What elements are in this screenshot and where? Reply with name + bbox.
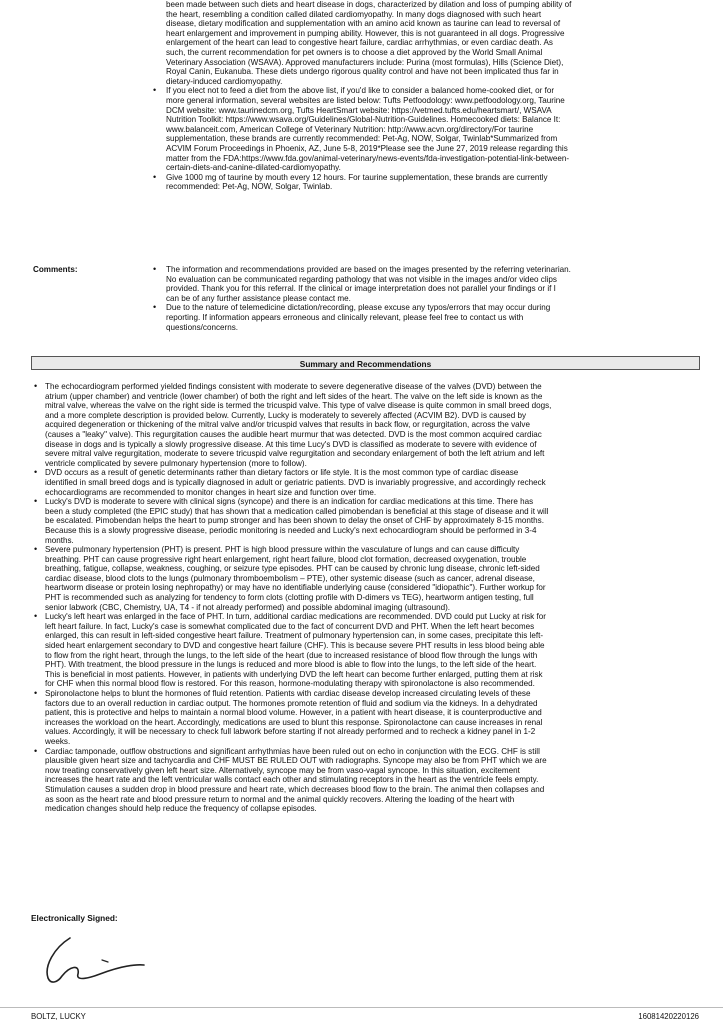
- diet-bullet: [150, 86, 700, 172]
- diet-dcm-paragraph: [150, 0, 700, 86]
- text-line: the heart, resembling a condition called dilated cardiomyopathy. In many dogs diagnosed with such heart: [166, 9, 542, 19]
- text-line: ventricle complicated by severe pulmonary hypertension (more to follow).: [45, 458, 307, 468]
- summary-bullet: [34, 689, 700, 747]
- footer-patient-name: BOLTZ, LUCKY: [31, 1012, 86, 1021]
- text-line: heart enlargement and improvement in pumping ability. However, this is not guaranteed in all dogs. Progressive: [166, 28, 565, 38]
- text-line: patient, this is protective and helps to maintain a normal blood volume. However, in a patient with heart disease, it is counterproductive and: [45, 708, 542, 718]
- text-line: breathing. PHT can cause progressive right heart enlargement, right heart failure, blood clot formation, decreased oxygenation, trouble: [45, 554, 527, 564]
- text-line: Give 1000 mg of taurine by mouth every 12 hours. For taurine supplementation, these brands are currently: [166, 172, 548, 182]
- text-line: and a more complete description is provided below. Currently, Lucky is moderately to severely affected (ACVIM B2). DVD is caused by: [45, 410, 527, 420]
- text-line: DVD occurs as a result of genetic determinants rather than dietary factors or life style. It is the most common type of cardiac disease: [45, 468, 519, 478]
- text-line: identified in small breed dogs and is typically diagnosed in adult or geriatric patients. DVD is invariably progressive, and accordingly recheck: [45, 477, 546, 487]
- text-line: (causes a "leaky" valve). This regurgitation causes the audible heart murmur that was detected. DVD is the most common acquired cardiac: [45, 429, 542, 439]
- comment-bullet: [150, 265, 700, 303]
- text-line: sided heart enlargement secondary to DVD and congestive heart failure (CHF). This is because severe PHT results in less blood being able: [45, 641, 545, 651]
- text-line: Due to the nature of telemedicine dictation/recording, please excuse any typos/errors that may occur during: [166, 303, 551, 313]
- text-line: recommended: Pet-Ag, NOW, Solgar, Twinlab.: [166, 182, 333, 192]
- text-line: Royal Canin, Eukanuba. These diets undergo rigorous quality control and have not been implicated thus far in: [166, 67, 559, 77]
- text-line: increases the heart rate and the left ventricular walls contact each other and stimulating receptors in the heart as the ventricle feels empty.: [45, 775, 539, 785]
- text-line: questions/concerns.: [166, 322, 238, 332]
- summary-list: [34, 382, 700, 814]
- text-line: for CHF when this normal blood flow is restored. For this reason, hormone-modulating therapy with spironolactone is also recommended.: [45, 679, 535, 689]
- text-line: breathing, fatigue, collapse, weakness, coughing, or seizure type episodes. PHT can be caused by chronic lung disease, chronic left-sided: [45, 564, 540, 574]
- text-line: Lucky's DVD is moderate to severe with clinical signs (syncope) and there is an indication for cardiac medications at this time. There has: [45, 497, 534, 507]
- text-line: plausible given heart size and tachycardia and CHF MUST BE RULED OUT with radiographs. Syncope may also be from PHT which we are: [45, 756, 547, 766]
- footer-divider: [0, 1007, 723, 1008]
- text-line: to flow from the right heart, through the lungs, to the left side of the heart (due to increased resistance of blood flow through the lungs with: [45, 650, 538, 660]
- diet-bullet: [150, 173, 700, 192]
- text-line: atrium (upper chamber) and ventricle (lower chamber) of both the right and left sides of the heart. The valve on the left side is known as the: [45, 391, 543, 401]
- text-line: Nutrition Toolkit: https://www.wsava.org/Guidelines/Global-Nutrition-Guidelines. Homecooked diets: Balance It:: [166, 115, 561, 125]
- text-line: months.: [45, 535, 74, 545]
- text-line: certain-diets-and-canine-dilated-cardiomyopathy.: [166, 163, 341, 173]
- text-line: senior labwork (CBC, Chemistry, UA, T4 - if not already performed) and possible abdominal imaging (ultrasound).: [45, 602, 451, 612]
- footer-record-id: 16081420220126: [638, 1012, 699, 1021]
- text-line: enlarged, this can result in left-sided congestive heart failure. Treatment of pulmonary hypertension can, in some cases, precipitate this left-: [45, 631, 544, 641]
- text-line: disease in dogs and is typically a slowly progressive disease. At this time Lucy's DVD is classified as moderate to severe with evidence of: [45, 439, 537, 449]
- text-line: heartworm disease or protein losing nephropathy) or may have no identifiable underlying cause (considered "idiopathic"). Further workup for: [45, 583, 546, 593]
- text-line: echocardiograms are recommended to monitor changes in heart size and function over time.: [45, 487, 377, 497]
- summary-bullet: [34, 497, 700, 545]
- text-line: disease, dietary modification and supplementation with an amino acid known as taurine can lead to reversal of: [166, 19, 561, 29]
- summary-bullet: [34, 468, 700, 497]
- text-line: increases the workload on the heart. Accordingly, medications are used to blunt this response. Spironolactone can cause increases in renal: [45, 717, 543, 727]
- text-line: severe mitral valve regurgitation, moderate to severe tricuspid valve regurgitation and secondary enlargement of both the left atrium and left: [45, 449, 545, 459]
- text-line: DCM website: www.taurinedcm.org, Tufts HeartSmart website: https://vetmed.tufts.edu/heartsmart/, WSAVA: [166, 105, 552, 115]
- summary-bullet: [34, 747, 700, 814]
- text-line: values. Accordingly, it will be necessary to check full labwork before starting if not already performed and to recheck a kidney panel in 1-2: [45, 727, 536, 737]
- text-line: The echocardiogram performed yielded findings consistent with moderate to severe degenerative disease of the valves (DVD) between the: [45, 382, 542, 391]
- summary-header: Summary and Recommendations: [31, 356, 700, 370]
- text-line: dietary-induced cardiomyopathy.: [166, 76, 283, 86]
- text-line: PHT is recommended such as analyzing for tendency to form clots (clotting profile with D-dimers vs TEG), heartworm antigen testing, full: [45, 593, 534, 603]
- text-line: This is beneficial in most patients. However, in patients with underlying DVD the left heart can become further enlarged, putting them at risk: [45, 669, 543, 679]
- text-line: more general information, several websites are listed below: Tufts Petfoodology: www.petfoodology.org, Taurine: [166, 95, 565, 105]
- comments-list: [150, 265, 700, 332]
- text-line: factors due to an overall reduction in cardiac output. The hormones promote retention of fluid and sodium via the kidneys. In a dehydrated: [45, 698, 538, 708]
- summary-bullet: [34, 382, 700, 468]
- text-line: No evaluation can be communicated regarding pathology that was not visible in the images and/or video clips: [166, 274, 557, 284]
- text-line: now treating conservatively given left heart size. Alternatively, syncope may be from vaso-vagal syncope. In this situation, excitement: [45, 765, 520, 775]
- summary-bullet: [34, 545, 700, 612]
- text-line: www.balanceit.com, American College of Veterinary Nutrition: http://www.acvn.org/directory/For taurine: [166, 124, 534, 134]
- text-line: Cardiac tamponade, outflow obstructions and significant arrhythmias have been ruled out on echo in conjunction with the ECG. CHF is still: [45, 746, 540, 756]
- text-line: cardiac disease, blood clots to the lungs (pulmonary thromboembolism – PTE), other systemic disease (such as cancer, adrenal disease,: [45, 573, 535, 583]
- text-line: as soon as the heart rate and blood pressure return to normal and the animal quickly recovers. Altering the loading of the heart with: [45, 794, 515, 804]
- text-line: supplementation, these brands are currently recommended: Pet-Ag, NOW, Solgar, Twinlab*Summarized from: [166, 134, 558, 144]
- comments-label: Comments:: [33, 265, 78, 274]
- text-line: ACVIM Forum Proceedings in Phoenix, AZ, June 5-8, 2019*Please see the June 27, 2019 release regarding this: [166, 143, 568, 153]
- text-line: PHT). With treatment, the blood pressure in the lungs is reduced and more blood is able to flow into the lungs, to the left side of the heart.: [45, 660, 537, 670]
- text-line: Lucky's left heart was enlarged in the face of PHT. In turn, additional cardiac medications are recommended. DVD could put Lucky at risk for: [45, 612, 546, 622]
- electronically-signed-label: Electronically Signed:: [31, 913, 118, 923]
- text-line: been a study completed (the EPIC study) that has shown that a medication called pimobendan is beneficial at this stage of disease and it will: [45, 506, 549, 516]
- text-line: left heart failure. In fact, Lucky's case is somewhat complicated due to the fact of concurrent DVD and PHT. When the left heart becomes: [45, 621, 535, 631]
- diet-bullet-list: [150, 86, 700, 192]
- text-line: reporting. If information appears erroneous and clinically relevant, please feel free to contact us with: [166, 312, 524, 322]
- text-line: provided. Thank you for this referral. If the clinical or image interpretation does not parallel your findings or if I: [166, 284, 556, 294]
- text-line: can be of any further assistance please contact me.: [166, 293, 351, 303]
- text-line: The information and recommendations provided are based on the images presented by the referring veterinarian.: [166, 265, 571, 274]
- text-line: such, the current recommendation for pet owners is to choose a diet approved by the World Small Animal: [166, 47, 543, 57]
- text-line: Because this is a slowly progressive disease, periodic monitoring is needed and Lucky's next echocardiogram should be performed in 3-4: [45, 525, 537, 535]
- text-line: be escalated. Pimobendan helps the heart to pump stronger and has been shown to delay the onset of CHF by approximately 8-15 months.: [45, 516, 544, 526]
- signature-image: [40, 930, 160, 990]
- summary-bullet: [34, 612, 700, 689]
- text-line: medication changes should help reduce the frequency of collapse episodes.: [45, 804, 317, 814]
- text-line: If you elect not to feed a diet from the above list, if you'd like to consider a balanced home-cooked diet, or for: [166, 86, 555, 96]
- text-line: weeks.: [45, 736, 71, 746]
- text-line: been made between such diets and heart disease in dogs, characterized by dilation and loss of pumping ability of: [166, 0, 572, 9]
- text-line: acquired degeneration or thickening of the mitral valve and/or tricuspid valves that results in back flow, or regurgitation, across the valve: [45, 420, 530, 430]
- text-line: Stimulation causes a sudden drop in blood pressure and heart rate, which decreases blood flow to the brain. The animal then collapses and: [45, 784, 545, 794]
- text-line: Spironolactone helps to blunt the hormones of fluid retention. Patients with cardiac disease develop increased circulating levels of these: [45, 689, 531, 698]
- comment-bullet: [150, 303, 700, 332]
- text-line: matter from the FDA:https://www.fda.gov/animal-veterinary/news-events/fda-investigation-potential-link-between-: [166, 153, 570, 163]
- diet-recommendations: [150, 0, 700, 192]
- text-line: Veterinary Association (WSAVA). Approved manufacturers include: Purina (most formulas), Hills (Science Diet),: [166, 57, 564, 67]
- summary-section: [34, 382, 700, 814]
- text-line: enlargement of the heart can lead to congestive heart failure, cardiac arrhythmias, or even cardiac death. As: [166, 38, 553, 48]
- text-line: mitral valve, whereas the valve on the right side is termed the tricuspid valve. This type of valve disease is quite common in small breed dogs,: [45, 401, 552, 411]
- text-line: Severe pulmonary hypertension (PHT) is present. PHT is high blood pressure within the vasculature of lungs and can cause difficulty: [45, 545, 520, 555]
